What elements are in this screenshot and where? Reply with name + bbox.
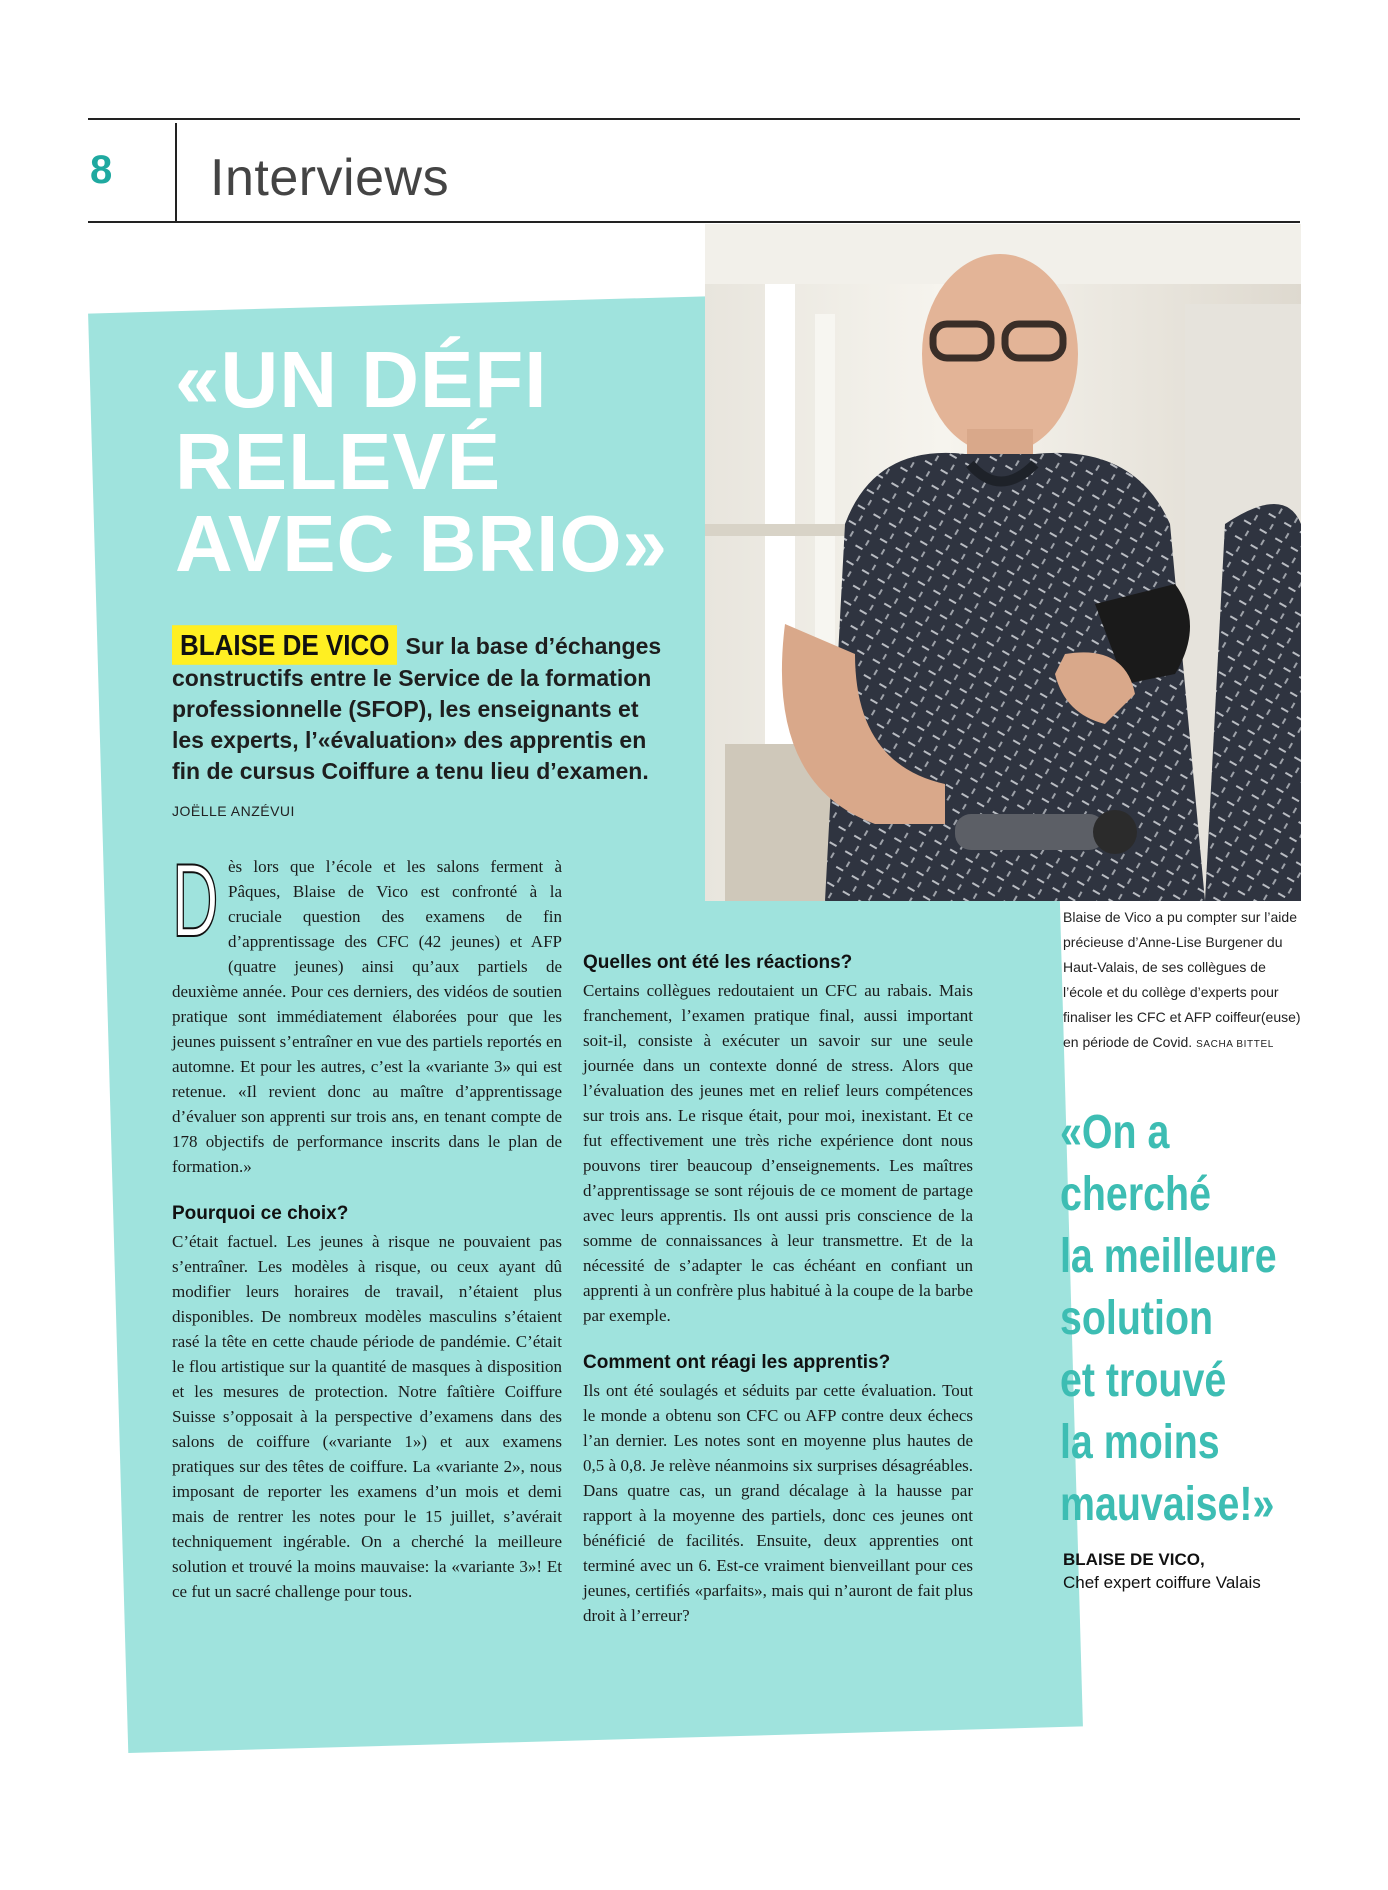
pull-quote-role: Chef expert coiffure Valais xyxy=(1063,1573,1261,1592)
top-rule xyxy=(88,118,1300,120)
portrait-photo xyxy=(705,224,1301,901)
pull-quote-line: mauvaise!» xyxy=(1060,1478,1275,1531)
answer-text: Ils ont été soulagés et séduits par cette évaluation. Tout le monde a obtenu son CFC ou AFP contre deux échecs l’an dernier. Les notes sont en moyenne plus hautes de 0,5 à 0,8. Je relève néanmoins six surprises désagréables. Dans quatre cas, un grand décalage à la hausse par rapport à la moyenne des partiels, donc ces jeunes ont bénéficié de facilités. Ensuite, deux apprenties ont terminé avec un 6. Est-ce vraiment bienveillant pour ces jeunes, certifiés «parfaits», mais qui n’auront de fait plus droit à l’erreur? xyxy=(583,1381,973,1625)
article-column-2 xyxy=(583,950,973,1628)
lead-paragraph xyxy=(172,627,672,787)
headline xyxy=(175,335,695,588)
question-heading: Quelles ont été les réactions? xyxy=(583,952,853,973)
lead-text: Sur la base d’échanges constructifs entre le Service de la formation professionnelle (SFOP), les enseignants et les experts, l’«évaluation» des apprentis en fin de cursus Coiffure a tenu lieu d’examen. xyxy=(172,633,662,784)
headline-line: RELEVÉ xyxy=(175,417,502,506)
page-number: 8 xyxy=(90,148,113,192)
question-heading: Comment ont réagi les apprentis? xyxy=(583,1352,891,1373)
pull-quote-attribution xyxy=(1063,1548,1323,1594)
photo-credit: SACHA BITTEL xyxy=(1196,1039,1274,1050)
headline-line: «UN DÉFI xyxy=(175,335,548,424)
section-title: Interviews xyxy=(210,149,450,207)
answer-text: C’était factuel. Les jeunes à risque ne pouvaient pas s’entraîner. Les modèles à risque, ou ceux ayant dû modifier leurs horaires de travail, n’étaient plus disponibles. De nombreux modèles masculins s’étaient rasé la tête en cette chaude période de pandémie. C’était le flou artistique sur la quantité de masques à disposition et les mesures de protection. Notre faîtière Coiffure Suisse s’opposait à la perspective d’examens dans des salons de coiffure («variante 1») et aux examens pratiques sur des têtes de coiffure. La «variante 2», nous imposant de reporter les examens d’un mois et demi mais de rentrer les notes pour le 15 juillet, s’avérait techniquement ingérable. On a cherché la meilleure solution et trouvé la moins mauvaise: la «variante 3»! Et ce fut un sacré challenge pour tous. xyxy=(172,1232,562,1601)
pull-quote-author: BLAISE DE VICO, xyxy=(1063,1550,1205,1569)
drop-cap: D xyxy=(172,843,219,959)
caption-text: Blaise de Vico a pu compter sur l’aide précieuse d’Anne-Lise Burgener du Haut-Valais, de ses collègues de l’école et du collège d’experts pour finaliser les CFC et AFP coiffeur(euse) en période de Covid. xyxy=(1063,909,1301,1050)
pull-quote-line: et trouvé xyxy=(1060,1354,1227,1407)
pull-quote-line: la meilleure xyxy=(1060,1230,1277,1283)
pull-quote-line: la moins xyxy=(1060,1416,1220,1469)
question-heading: Pourquoi ce choix? xyxy=(172,1203,349,1224)
answer-text: Certains collègues redoutaient un CFC au rabais. Mais franchement, l’examen pratique final, aussi important soit-il, consiste à exécuter un savoir sur une seule journée dans un contexte donné de stress. Alors que l’évaluation des jeunes met en relief leurs compétences sur trois ans. Le risque était, pour moi, inexistant. Et ce fut effectivement une très riche expérience dont nous pouvons tirer beaucoup d’enseignements. Les maîtres d’apprentissage se sont réjouis de ce moment de partage avec leurs apprentis. Ils ont aussi pris conscience de la somme de connaissances à leur transmettre. Et de la nécessité de s’adapter le cas échéant en confiant un apprenti à un confrère plus habitué à la coupe de la barbe par exemple. xyxy=(583,981,973,1325)
article-column-1 xyxy=(172,843,562,1604)
intro-text: ès lors que l’école et les salons ferment à Pâques, Blaise de Vico est confronté à la cruciale question des examens de fin d’apprentissage des CFC (42 jeunes) et AFP (quatre jeunes) ainsi qu’aux partiels de deuxième année. Pour ces derniers, des vidéos de soutien pratique sont immédiatement élaborées pour que les jeunes puissent s’entraîner en vue des partiels reportés en automne. Et pour les autres, c’est la «variante 3» qui est retenue. «Il revient donc au maître d’apprentissage d’évaluer son apprenti sur trois ans, en tenant compte de 178 objectifs de performance inscrits dans le plan de formation.» xyxy=(172,857,562,1176)
header-rule xyxy=(88,221,1300,223)
pull-quote-line: solution xyxy=(1060,1292,1214,1345)
name-tag: BLAISE DE VICO xyxy=(172,625,397,665)
pull-quote-line: cherché xyxy=(1060,1168,1211,1221)
pull-quote-line: «On a xyxy=(1060,1106,1170,1159)
photo-caption xyxy=(1063,905,1308,1057)
author-byline: JOËLLE ANZÉVUI xyxy=(172,803,295,819)
headline-line: AVEC BRIO» xyxy=(175,499,669,588)
pull-quote xyxy=(1060,1102,1277,1536)
portrait-illustration xyxy=(705,224,1301,901)
header-separator xyxy=(175,123,177,221)
